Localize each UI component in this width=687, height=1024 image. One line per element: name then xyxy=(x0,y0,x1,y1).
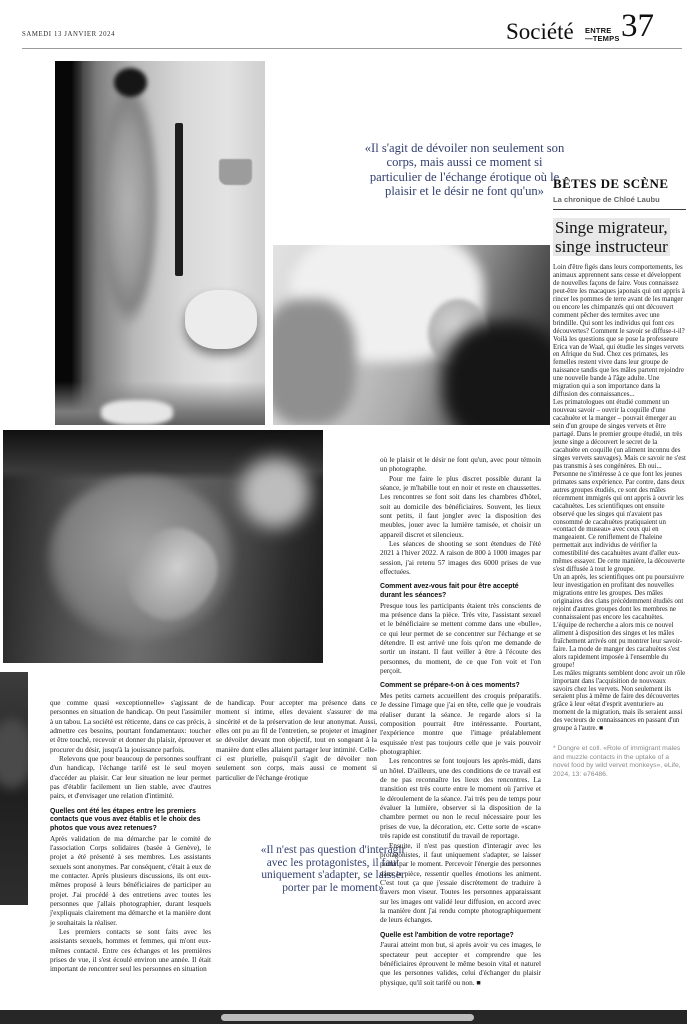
article-paragraph: que comme quasi «exceptionnelle» s'agissant de personnes en situation de handicap. On peut l'assimiler à un tabou. La société est réticente, dans ce cas précis, à admettre ces besoins, pourtant fondamentaux: toucher et être touché, recevoir et donner du plaisir, éprouver et procurer du désir, jusqu'à la jouissance parfois. xyxy=(50,699,211,754)
article-paragraph: Mes petits carnets accueillent des croquis préparatifs. Je dessine l'image que j'ai en tête, celle que je voudrais réaliser durant la séance. Je regarde alors si la composition pourrait être intéressante. Pourtant, l'expérience montre que l'image préalablement esquissée n'est pas toujours celle que je vais pouvoir photographier. xyxy=(380,692,541,757)
dispenser-shape xyxy=(219,159,253,184)
pull-quote-1: «Il s'agit de dévoiler non seulement son corps, mais aussi ce moment si particulier de l'échange érotique où le plaisir et le désir ne font qu'un» xyxy=(364,140,565,199)
question-heading: Quelle est l'ambition de votre reportage? xyxy=(380,931,514,939)
article-column-2 xyxy=(216,699,377,783)
chronicle-kicker: BÊTES DE SCÈNE xyxy=(553,176,669,191)
article-paragraph: de handicap. Pour accepter ma présence dans ce moment si intime, elles devaient s'assurer de ma sincérité et de la préservation de leur anonymat. Aussi, elles ont pu au fil de l'entretien, se projeter et imaginer se dévoiler devant mon objectif, tout en songeant à la manière dont elles allaient partager leur intimité. Celle-ci est plurielle, puisqu'il s'agit de dévoiler non seulement son corps, mais aussi ce moment si particulier de l'échange érotique xyxy=(216,699,377,782)
chronicle-title-line1: Singe migrateur, xyxy=(555,218,668,237)
towel-shape xyxy=(101,400,172,425)
article-paragraph: Ensuite, il n'est pas question d'interagir avec les protagonistes, il faut uniquement s'adapter, se laisser porter par le moment. Percevoir l'énergie des personnes dans la pièce, ressentir quelles émotions les animent. C'est tout ça que j'essaie discrètement de traduire à travers mon viseur. Toutes les personnes apparaissant sur les images ont validé leur diffusion, en accord avec la manière dont j'ai rendu compte photographiquement de leurs échanges. xyxy=(380,841,541,925)
highlight-shape xyxy=(240,458,310,528)
header-rule xyxy=(22,48,682,49)
horizontal-scrollbar-thumb[interactable] xyxy=(221,1014,474,1021)
article-column-3 xyxy=(380,456,541,988)
chronicle-footnote: * Dongre et coll. «Role of immigrant males and muzzle contacts in the uptake of a novel food by wild vervet monkeys», eLife, 2024, 13: e76486. xyxy=(553,745,681,779)
photo-bathroom-scene xyxy=(55,61,265,425)
page-number: 37 xyxy=(621,8,654,44)
article-paragraph: Les premiers contacts se sont faits avec les assistants sexuels, hommes et femmes, qui m'ont eux-mêmes contacté. Entre ces échanges et les premières prises de vue, il s'est écoulé environ une année. Il était important de rencontrer seul les personnes en situation xyxy=(50,928,211,974)
question-heading: Comment avez-vous fait pour être accepté durant les séances? xyxy=(380,583,519,600)
chronicle-body xyxy=(553,264,686,733)
chronicle-paragraph: Un an après, les scientifiques ont pu poursuivre leur investigation en profitant des nouvelles migrations entre les groupes. Des mâles originaires des clans précédemment étudiés ont rejoint d'autres groupes dont les membres ne connaissaient pas encore les cacahuètes. L'équipe de recherche a alors mis ce nouvel aliment à disposition des singes et les mâles fraîchement arrivés ont pu montrer leur savoir-faire. La mode de manger des cacahuètes s'est alors rapidement imposée à l'ensemble du groupe! xyxy=(553,574,684,669)
article-column-1 xyxy=(50,699,211,975)
chronicle-title xyxy=(553,219,686,256)
article-paragraph: Pour me faire le plus discret possible durant la séance, je m'habille tout en noir et reste en chaussettes. Les rencontres se font soit dans les chambres d'hôtel, soit au domicile des bénéficiaires. Souvent, les lieux sont petits, il faut jongler avec la disposition des meubles, jouer avec la lumière tamisée, et choisir un appareil discret et silencieux. xyxy=(380,474,541,539)
pull-quote-2: «Il n'est pas question d'interagir avec les protagonistes, il faut uniquement s'adapter, se laisser porter par le moment» xyxy=(260,844,406,894)
chronicle-paragraph: Les mâles migrants semblent donc avoir un rôle important dans l'acquisition de nouveaux savoirs chez les vervets. Non seulement ils seraient plus à même de faire des découvertes grâce à leur «état d'esprit aventurier» au moment de la migration, mais ils seraient aussi des vecteurs de connaissances en passant d'un groupe à l'autre. ■ xyxy=(553,669,686,733)
texture-shape xyxy=(0,719,28,789)
chronicle-title-line2: singe instructeur xyxy=(555,236,668,256)
chronicle-paragraph: Loin d'être figés dans leurs comportements, les animaux apprennent sans cesse et développent de nouvelles façons de faire. Vous connaissez peut-être les macaques japonais qui ont appris à rincer les pommes de terre avant de les manger ou encore les chimpanzés qui ont découvert comment pêcher des termites avec une brindille. Qui sont les individus qui font ces découvertes? Comment le savoir se diffuse-t-il? Voilà les questions que se pose la professeure Erica van de Waal, qui étudie les singes vervets en Afrique du Sud. Chez ces primates, les femelles restent vivre dans leur groupe de naissance tandis que les mâles partent rejoindre une nouvelle bande à l'âge adulte. Une migration qui a son importance dans la diffusion des connaissances... xyxy=(553,264,685,399)
article-paragraph: Après validation de ma démarche par le comité de l'association Corps solidaires (basée à Genève), le projet a été présenté à ses membres. Les assistants sexuels sont anonymes. Par conséquent, c'était à eux de me contacter. Après plusieurs discussions, ils ont eux-mêmes proposé à leurs bénéficiaires de participer au projet. J'ai procédé à des entretiens avec toutes les personnes que j'allais photographier, durant lesquels j'expliquais clairement ma démarche et la manière dont je souhaitais la réaliser. xyxy=(50,834,211,927)
photo-bed-scene xyxy=(273,245,550,425)
standing-figure-shape xyxy=(91,76,167,411)
chronicle-divider xyxy=(553,209,686,210)
chronicle-column xyxy=(553,176,686,780)
masthead-line-bottom: —TEMPS xyxy=(585,33,620,43)
question-heading: Quelles ont été les étapes entre les premiers contacts que vous avez établis et le choix des photos que vous avez retenues? xyxy=(50,807,201,832)
masthead-line-top: ENTRE xyxy=(585,26,612,35)
edition-date: SAMEDI 13 JANVIER 2024 xyxy=(22,31,116,38)
arm-shape xyxy=(273,299,356,425)
question-heading: Comment se prépare-t-on à ces moments? xyxy=(380,682,520,690)
photo-embrace-closeup xyxy=(3,430,323,663)
article-paragraph: Presque tous les participants étaient très conscients de ma présence dans la pièce. Très vite, l'assistant sexuel et le bénéficiaire se mettent comme dans une «bulle», ce qui leur permet de se concentrer sur l'échange et se détendre. Il est arrivé une fois qu'on me demande de sortir un instant. Il faut veiller à être à l'écoute des personnes, du moment, de ce que l'on voit et l'on perçoit. xyxy=(380,601,541,676)
section-title: Société xyxy=(506,19,574,44)
article-paragraph: Les séances de shooting se sont étendues de l'été 2021 à l'hiver 2022. A raison de 800 à 1000 images par session, j'ai retenu 57 images des 6000 prises de vue effectuées. xyxy=(380,540,541,577)
viewer-bottom-bar xyxy=(0,1010,687,1024)
photo-edge-fragment xyxy=(0,672,28,905)
chronicle-byline: La chronique de Chloé Laubu xyxy=(553,195,660,204)
toilet-shape xyxy=(185,290,256,348)
chronicle-paragraph: Les primatologues ont étudié comment un nouveau savoir – ouvrir la coquille d'une cacahuète et la manger – pouvait émerger au sein d'un groupe de singes vervets et être partagé. Dans le premier groupe étudié, un très jeune singe a découvert le secret de la cacahuète en coquille (un aliment inconnu des singes vervets sauvages). Mais ce savoir ne s'est pas transmis à ses congénères. Eh oui... Personne ne s'intéresse à ce que font les jeunes primates sans expérience. Par contre, dans deux autres groupes étudiés, ce sont des mâles récemment immigrés qui ont appris à ouvrir les cacahuètes. Les scientifiques ont ensuite observé que les singes qui n'avaient pas consommé de cacahuètes pratiquaient un «contact de museau» avec ceux qui en mangeaient. Ce reniflement de l'haleine permettait aux individus de vérifier la comestibilité des cacahuètes avant d'aller eux-mêmes essayer. De cette manière, la découverte s'est diffusée à tout le groupe. xyxy=(553,399,686,574)
article-paragraph: Les rencontres se font toujours les après-midi, dans un hôtel. D'ailleurs, une des conditions de ce travail est de ne pas reconnaître les lieux des rencontres. La transition est très courte entre le moment où j'arrive et le déroulement de la séance. J'ai très peu de temps pour évaluer la lumière, observer si la disposition de la chambre permet ou non le recul nécessaire pour les prises de vue, la décoration, etc. Cette sorte de «scan» très rapide est constitutif du travail de reportage. xyxy=(380,757,541,841)
doorframe-shape xyxy=(55,61,82,425)
article-paragraph: où le plaisir et le désir ne font qu'un, avec pour témoin un photographe. xyxy=(380,456,541,474)
shadow-shape xyxy=(442,321,550,425)
article-paragraph: Relevons que pour beaucoup de personnes souffrant d'un handicap, l'échange tarifé est le seul moyen d'accéder au plaisir. Car leur situation ne leur permet pas d'établir facilement un lien stable, avec d'autres pairs, et d'envisager une relation d'intimité. xyxy=(50,755,211,801)
article-paragraph: J'aurai atteint mon but, si après avoir vu ces images, le spectateur peut accepter et comprendre que les bénéficiaires éprouvent le même besoin vital et naturel que les personnes valides, celui d'échanger du plaisir physique, qu'il soit tarifé ou non. ■ xyxy=(380,941,541,987)
masthead-logo xyxy=(585,27,620,42)
grab-bar-shape xyxy=(175,123,183,276)
